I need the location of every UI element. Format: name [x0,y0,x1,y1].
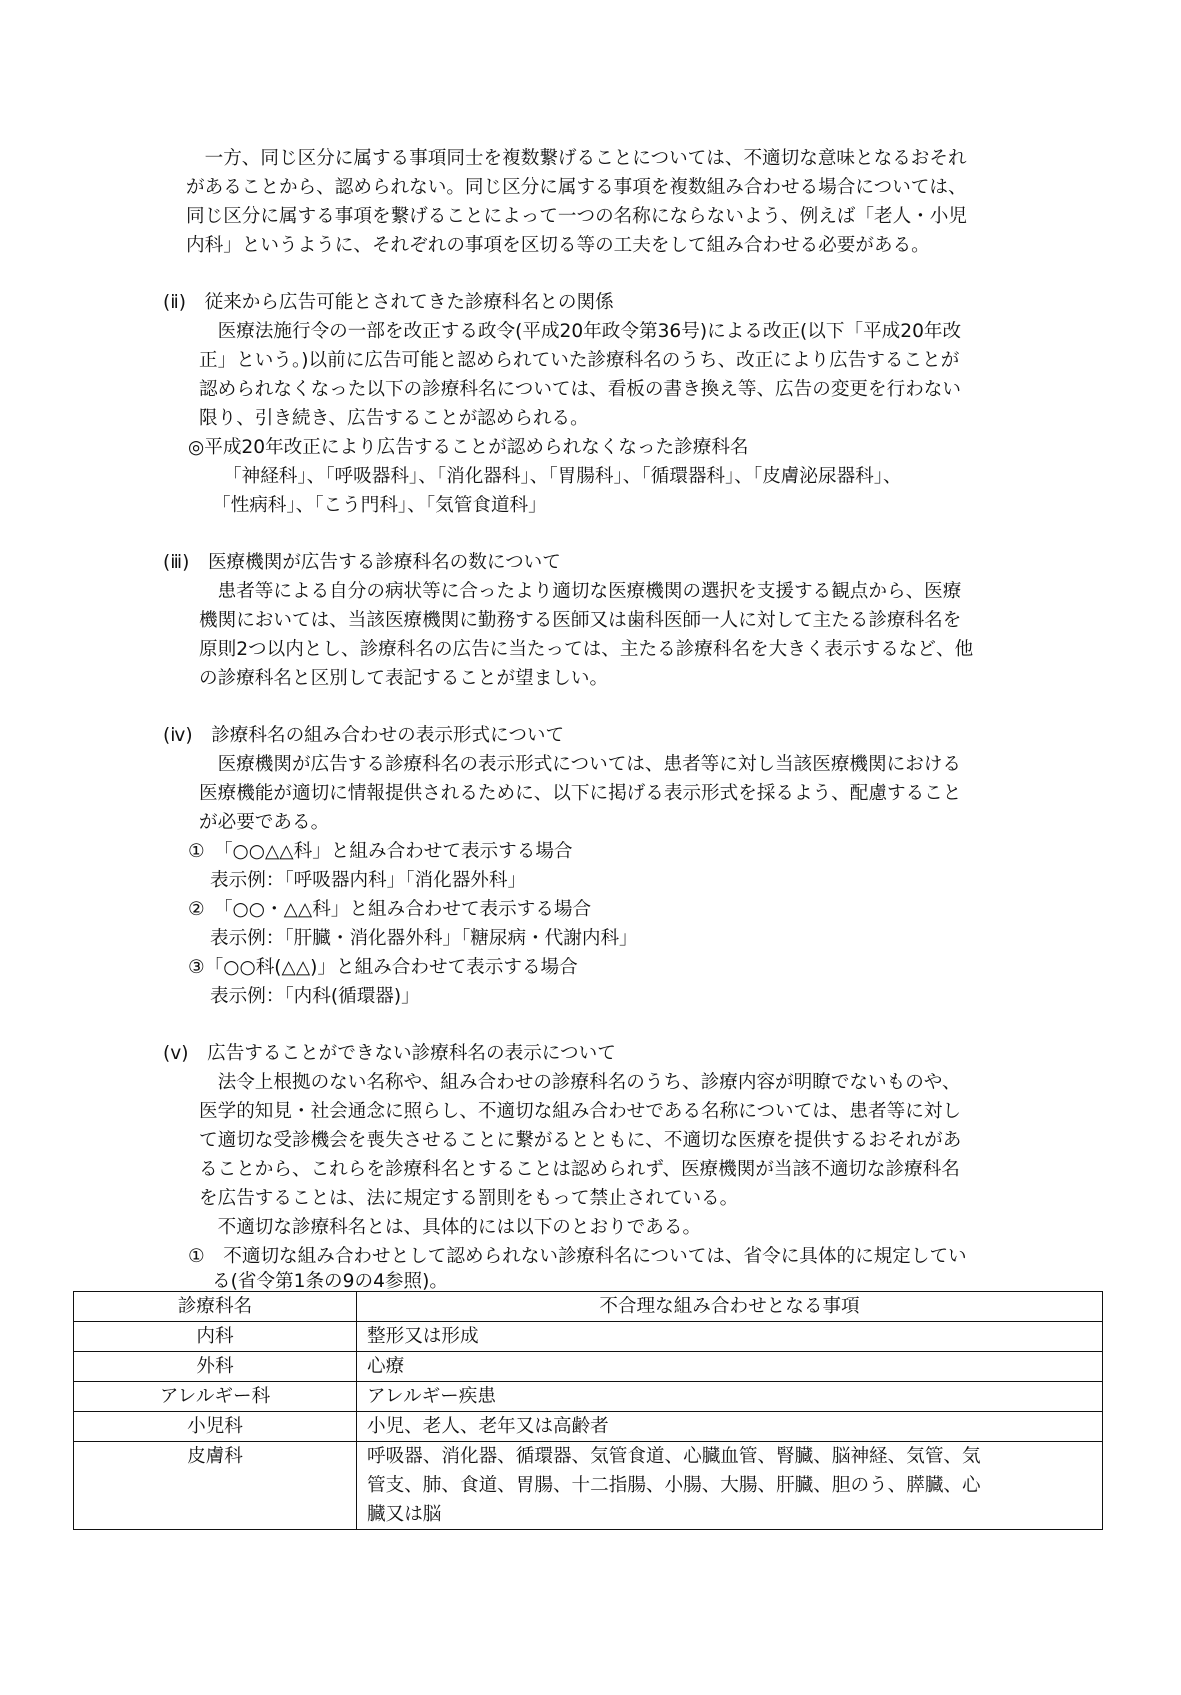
paragraph-line: 機関においては、当該医療機関に勤務する医師又は歯科医師一人に対して主たる診療科名を [199,610,962,631]
paragraph-line: 法令上根拠のない名称や、組み合わせの診療科名のうち、診療内容が明瞭でないものや、 [199,1072,961,1093]
cell-line: 管支、肺、食道、胃腸、十二指腸、小腸、大腸、肝臓、胆のう、膵臓、心 [367,1475,981,1496]
section-heading: (ⅲ) 医療機関が広告する診療科名の数について [163,552,561,573]
section-heading: (ⅳ) 診療科名の組み合わせの表示形式について [163,725,565,746]
paragraph-line: 認められなくなった以下の診療科名については、看板の書き換え等、広告の変更を行わない [199,379,961,400]
cell-line: 小児、老人、老年又は高齢者 [367,1416,609,1437]
table-cell-items [357,1442,1103,1530]
paragraph-line: があることから、認められない。同じ区分に属する事項を複数組み合わせる場合については、 [186,177,967,198]
example-line: 表示例：「肝臓・消化器外科」「糖尿病・代謝内科」 [210,928,638,949]
cell-line: アレルギー疾患 [367,1386,496,1407]
paragraph-line: を広告することは、法に規定する罰則をもって禁止されている。 [199,1188,739,1209]
table-cell-department: アレルギー科 [74,1382,357,1412]
paragraph-line: 正」という。)以前に広告可能と認められていた診療科名のうち、改正により広告することが [199,350,960,371]
paragraph-line: 医療法施行令の一部を改正する政令(平成20年政令第36号)による改正(以下「平成20年改 [199,321,962,342]
table-cell-department: 外科 [74,1352,357,1382]
paragraph-line: が必要である。 [199,812,330,833]
example-line: 表示例：「呼吸器内科」「消化器外科」 [210,870,527,891]
example-line: 表示例：「内科(循環器)」 [210,986,420,1007]
table-cell-department: 内科 [74,1322,357,1352]
paragraph-line: の診療科名と区別して表記することが望ましい。 [199,668,609,689]
department-combination-table [73,1291,1103,1530]
table-cell-department: 皮膚科 [74,1442,357,1530]
paragraph-line: 医療機能が適切に情報提供されるために、以下に掲げる表示形式を採るよう、配慮すること [199,783,962,804]
list-item: ② 「○○・△△科」と組み合わせて表示する場合 [188,899,592,920]
table-cell-items [357,1412,1103,1442]
table-header-cell: 診療科名 [74,1292,357,1322]
sub-heading: ◎平成20年改正により広告することが認められなくなった診療科名 [188,437,749,458]
paragraph-line: て適切な受診機会を喪失させることに繋がるとともに、不適切な医療を提供するおそれがあ [199,1130,962,1151]
paragraph-line: ることから、これらを診療科名とすることは認められず、医療機関が当該不適切な診療科名 [199,1159,960,1180]
paragraph-line: 患者等による自分の病状等に合ったより適切な医療機関の選択を支援する観点から、医療 [199,581,962,602]
cell-line: 臓又は脳 [367,1504,442,1525]
paragraph-line: 医療機関が広告する診療科名の表示形式については、患者等に対し当該医療機関における [199,754,961,775]
table-header-row [74,1292,1103,1322]
table-row [74,1442,1103,1530]
table-cell-items [357,1352,1103,1382]
cell-line: 心療 [367,1356,405,1377]
section-heading: (ⅱ) 従来から広告可能とされてきた診療科名との関係 [163,292,614,313]
table-cell-items [357,1382,1103,1412]
paragraph-line: 同じ区分に属する事項を繋げることによって一つの名称にならないよう、例えば「老人・小児 [186,206,967,227]
paragraph-line: 限り、引き続き、広告することが認められる。 [199,408,589,429]
cell-line: 呼吸器、消化器、循環器、気管食道、心臓血管、腎臓、脳神経、気管、気 [367,1446,981,1467]
table-cell-items [357,1322,1103,1352]
table-row [74,1382,1103,1412]
paragraph-line: 医学的知見・社会通念に照らし、不適切な組み合わせである名称については、患者等に対し [199,1101,961,1122]
table-row [74,1412,1103,1442]
department-name-list: 「神経科」、「呼吸器科」、「消化器科」、「胃腸科」、「循環器科」、「皮膚泌尿器科」、 [223,466,902,487]
table-cell-department: 小児科 [74,1412,357,1442]
list-item: ① 「○○△△科」と組み合わせて表示する場合 [188,841,573,862]
table-row [74,1322,1103,1352]
table-header-cell: 不合理な組み合わせとなる事項 [357,1292,1103,1322]
note-line: 不適切な診療科名とは、具体的には以下のとおりである。 [199,1217,702,1238]
cell-line: 整形又は形成 [367,1326,479,1347]
department-name-list: 「性病科」、「こう門科」、「気管食道科」 [212,495,547,516]
list-item-continuation: る(省令第1条の9の4参照)。 [212,1271,448,1292]
paragraph-line: 一方、同じ区分に属する事項同士を複数繋げることについては、不適切な意味となるおそれ [186,148,967,169]
section-heading: (ⅴ) 広告することができない診療科名の表示について [163,1043,616,1064]
list-item: ① 不適切な組み合わせとして認められない診療科名については、省令に具体的に規定してい [188,1246,967,1267]
list-item: ③「○○科(△△)」と組み合わせて表示する場合 [188,957,578,978]
paragraph-line: 内科」というように、それぞれの事項を区切る等の工夫をして組み合わせる必要がある。 [186,235,930,256]
paragraph-line: 原則2つ以内とし、診療科名の広告に当たっては、主たる診療科名を大きく表示するなど、他 [199,639,974,660]
table-row [74,1352,1103,1382]
